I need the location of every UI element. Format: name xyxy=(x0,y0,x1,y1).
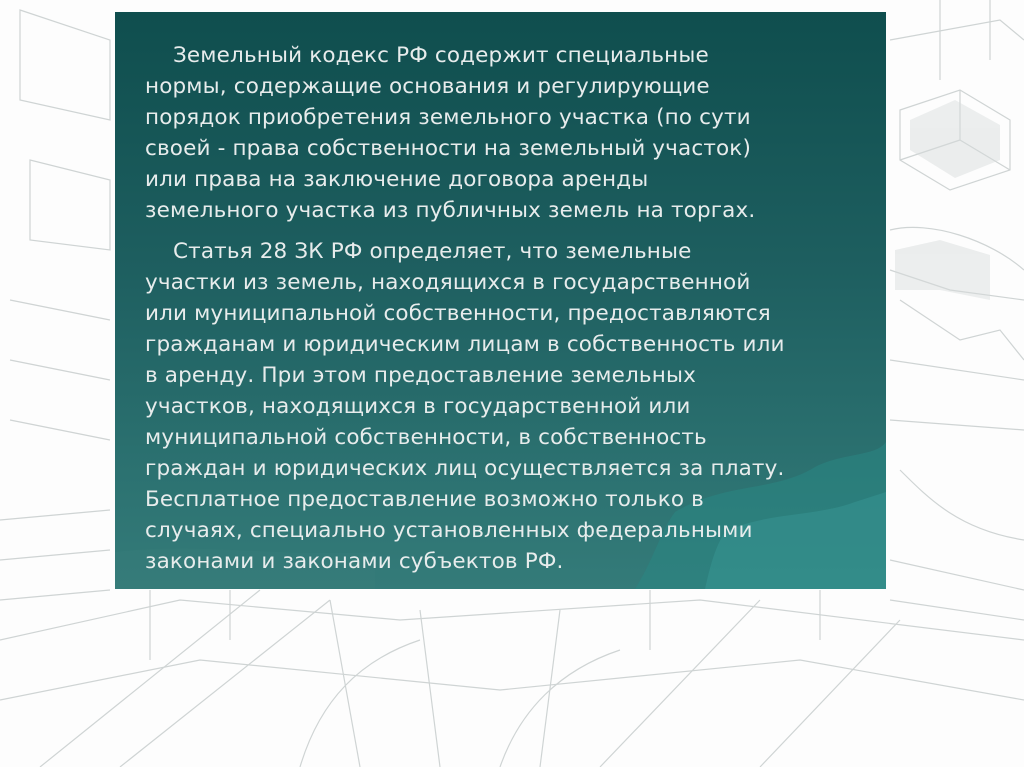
text-line: участки из земель, находящихся в государственной xyxy=(145,270,751,295)
text-line: земельного участка из публичных земель на торгах. xyxy=(145,198,756,223)
body-text xyxy=(145,40,880,577)
paragraph-1 xyxy=(145,40,880,226)
text-line: гражданам и юридическим лицам в собственность или xyxy=(145,332,785,357)
text-line: нормы, содержащие основания и регулирующие xyxy=(145,74,710,99)
text-line: граждан и юридических лиц осуществляется за плату. xyxy=(145,456,785,481)
text-line: Статья 28 ЗК РФ определяет, что земельные xyxy=(173,239,692,264)
text-line: участков, находящихся в государственной или xyxy=(145,394,691,419)
text-line: Земельный кодекс РФ содержит специальные xyxy=(173,43,709,68)
text-panel xyxy=(115,12,886,589)
text-line: порядок приобретения земельного участка (по сути xyxy=(145,105,751,130)
paragraph-2 xyxy=(145,236,880,577)
text-line: муниципальной собственности, в собственность xyxy=(145,425,707,450)
text-line: или права на заключение договора аренды xyxy=(145,167,649,192)
text-line: или муниципальной собственности, предоставляются xyxy=(145,301,771,326)
text-line: Бесплатное предоставление возможно только в xyxy=(145,487,705,512)
text-line: в аренду. При этом предоставление земельных xyxy=(145,363,696,388)
text-line: своей - права собственности на земельный участок) xyxy=(145,136,751,161)
text-line: случаях, специально установленных федеральными xyxy=(145,518,753,543)
text-line: законами и законами субъектов РФ. xyxy=(145,549,564,574)
